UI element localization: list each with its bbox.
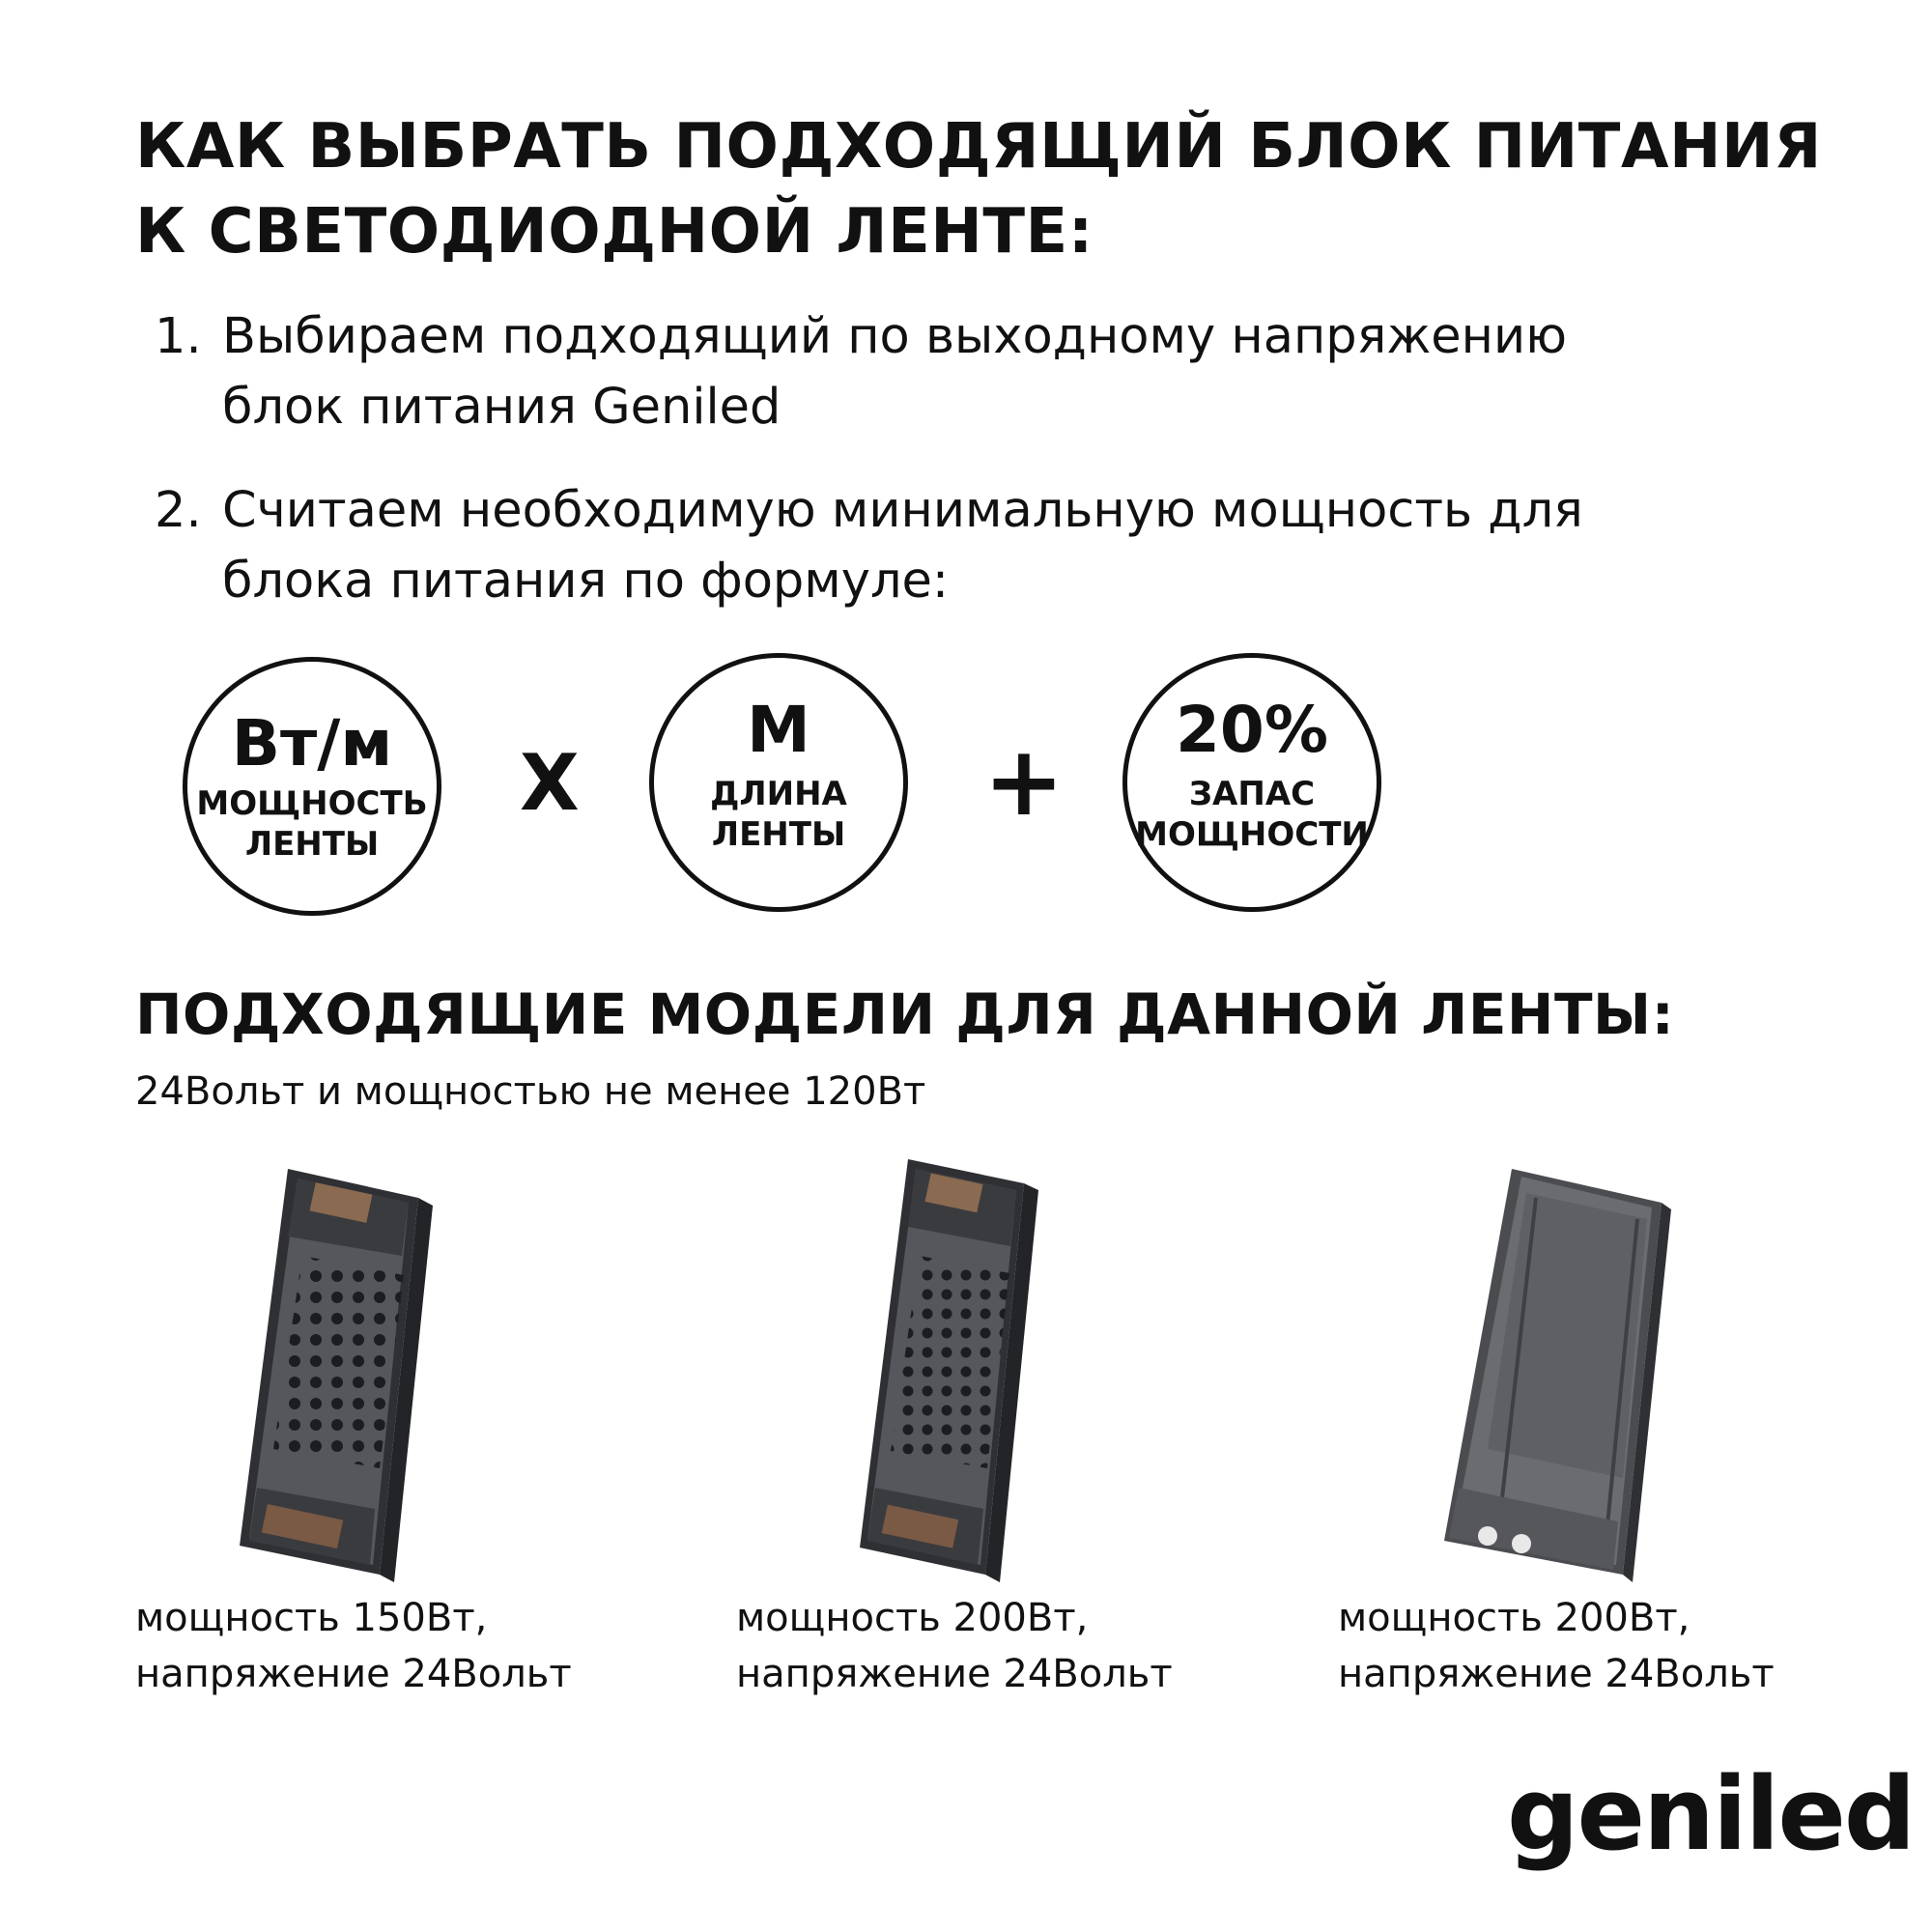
plus-sign: +: [983, 724, 1065, 838]
step-number: 1.: [155, 308, 202, 365]
model-caption: [135, 1590, 572, 1702]
formula-circle-reserve: [1122, 653, 1381, 912]
page-title: [135, 104, 1822, 274]
power-supply-150w-image: [220, 1159, 452, 1584]
sealed-power-supply-icon: [1430, 1159, 1671, 1584]
step-text-line: Считаем необходимую минимальную мощность для: [222, 482, 1583, 539]
geniled-logo: geniled: [1507, 1755, 1915, 1873]
perforated-power-supply-icon: [840, 1150, 1072, 1584]
model-power: мощность 150Вт,: [135, 1596, 488, 1640]
model-voltage: напряжение 24Вольт: [135, 1652, 572, 1696]
step-text-line: Выбираем подходящий по выходному напряжению: [222, 308, 1568, 365]
models-subtitle: 24Вольт и мощностью не менее 120Вт: [135, 1069, 926, 1114]
model-power: мощность 200Вт,: [1338, 1596, 1690, 1640]
page-title-line-1: КАК ВЫБРАТЬ ПОДХОДЯЩИЙ БЛОК ПИТАНИЯ: [135, 111, 1822, 183]
models-title: ПОДХОДЯЩИЕ МОДЕЛИ ДЛЯ ДАННОЙ ЛЕНТЫ:: [135, 981, 1675, 1047]
step-text: [222, 475, 1768, 616]
step-text-line: блока питания по формуле:: [222, 553, 950, 610]
perforated-power-supply-icon: [220, 1159, 452, 1584]
formula-caption-line: МОЩНОСТИ: [1135, 815, 1369, 854]
model-caption: [736, 1590, 1173, 1702]
formula-circle-power-per-meter: [183, 657, 441, 916]
formula-caption-line: ЗАПАС: [1188, 775, 1316, 813]
formula-caption-line: ЛЕНТЫ: [244, 825, 380, 864]
page-title-line-2: К СВЕТОДИОДНОЙ ЛЕНТЕ:: [135, 196, 1094, 268]
step-number: 2.: [155, 482, 202, 539]
formula-caption: [187, 783, 437, 865]
formula-value: Вт/м: [231, 706, 393, 781]
formula-caption-line: МОЩНОСТЬ: [196, 784, 428, 823]
formula-caption-line: ЛЕНТЫ: [711, 815, 846, 854]
step-text: [222, 301, 1768, 442]
model-caption: [1338, 1590, 1775, 1702]
formula-caption: [654, 774, 903, 855]
model-voltage: напряжение 24Вольт: [1338, 1652, 1775, 1696]
power-supply-200w-image: [840, 1150, 1072, 1584]
model-power: мощность 200Вт,: [736, 1596, 1089, 1640]
multiply-sign: Х: [520, 738, 580, 828]
formula-circle-length: [649, 653, 908, 912]
formula-caption-line: ДЛИНА: [710, 775, 847, 813]
model-voltage: напряжение 24Вольт: [736, 1652, 1173, 1696]
formula-value: 20%: [1176, 693, 1328, 767]
power-supply-200w-sealed-image: [1430, 1159, 1671, 1584]
step-text-line: блок питания Geniled: [222, 379, 781, 436]
formula-caption: [1127, 774, 1377, 855]
formula-value: М: [747, 693, 810, 767]
